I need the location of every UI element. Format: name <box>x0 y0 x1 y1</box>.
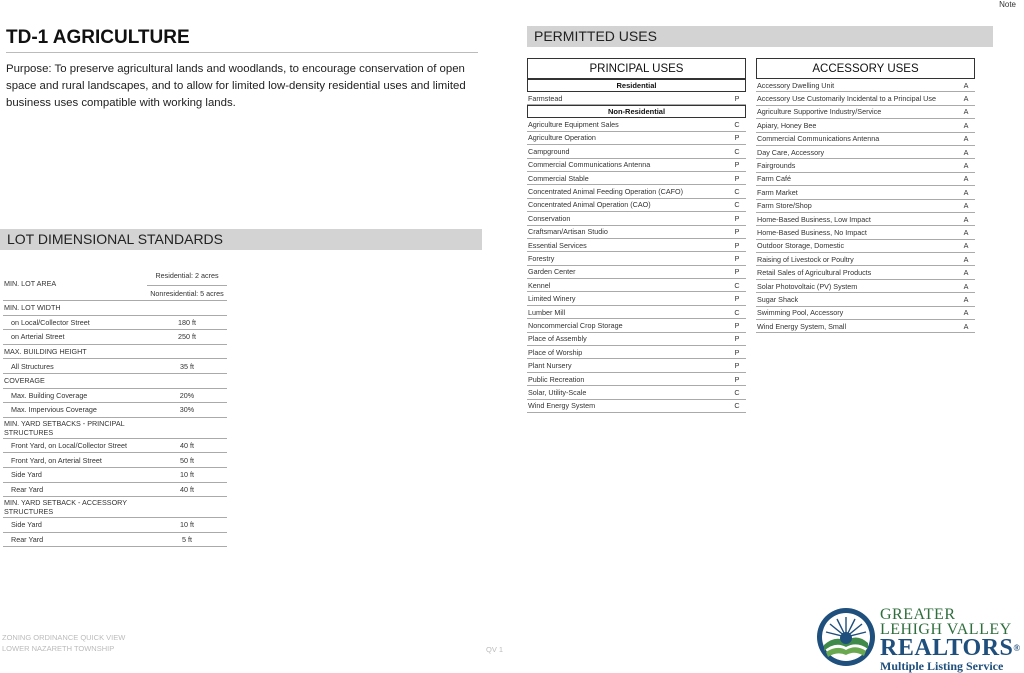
logo-line-4: Multiple Listing Service <box>880 659 1004 673</box>
lot-standard-row-label: All Structures <box>11 361 54 371</box>
principal-use-row <box>527 373 746 386</box>
accessory-use-row-value: A <box>963 134 969 144</box>
principal-use-row-value: C <box>734 120 740 130</box>
lot-standard-row <box>3 483 227 498</box>
lot-standard-row <box>3 439 227 454</box>
lot-standard-row-label: Max. Impervious Coverage <box>11 405 97 415</box>
purpose-text: Purpose: To preserve agricultural lands and woodlands, to encourage conservation of open space and rural landscapes, and to allow for limited low-density residential uses and limited business uses compatible with working lands. <box>6 63 466 109</box>
principal-use-row-label: Conservation <box>528 213 571 223</box>
principal-use-row-label: Plant Nursery <box>528 361 572 371</box>
principal-use-row-value: P <box>734 173 740 183</box>
principal-use-row-label: Campground <box>528 146 570 156</box>
lot-standard-row <box>3 403 227 418</box>
accessory-use-row-value: A <box>963 308 969 318</box>
principal-use-row-value: P <box>734 160 740 170</box>
accessory-use-row <box>756 266 975 279</box>
principal-use-row <box>527 118 746 131</box>
page-number: QV 1 <box>486 645 504 654</box>
accessory-use-row-value: A <box>963 187 969 197</box>
permitted-uses-heading: PERMITTED USES <box>527 26 993 47</box>
accessory-use-row <box>756 133 975 146</box>
principal-use-row <box>527 226 746 239</box>
lot-standard-row-value: 10 ft <box>180 520 194 530</box>
lot-area-residential: Residential: 2 acres <box>147 267 227 286</box>
principal-use-row-value: C <box>734 280 740 290</box>
principal-use-row-value: P <box>734 93 740 103</box>
principal-use-row-value: C <box>734 146 740 156</box>
principal-use-row-value: P <box>734 133 740 143</box>
accessory-use-row <box>756 280 975 293</box>
principal-use-row <box>527 145 746 158</box>
lot-standard-row <box>3 345 227 360</box>
principal-use-row-value: C <box>734 387 740 397</box>
lot-standard-row-value: 30% <box>179 405 195 415</box>
logo-line-1: GREATER <box>880 606 956 623</box>
lot-standard-row-value: 250 ft <box>178 332 196 342</box>
accessory-use-row-label: Wind Energy System, Small <box>757 321 847 331</box>
lot-standard-row-label: Rear Yard <box>11 535 44 545</box>
footer-line-2: LOWER NAZARETH TOWNSHIP <box>2 644 115 653</box>
accessory-use-row-value: A <box>963 321 969 331</box>
accessory-use-row <box>756 253 975 266</box>
accessory-use-row-value: A <box>963 80 969 90</box>
lot-standard-row <box>3 468 227 483</box>
principal-use-row-label: Solar, Utility-Scale <box>528 387 587 397</box>
lot-standard-row-label: MIN. YARD SETBACKS - PRINCIPAL STRUCTURES <box>4 418 125 437</box>
accessory-use-row-value: A <box>963 268 969 278</box>
principal-use-row-value: P <box>734 347 740 357</box>
principal-use-row-label: Agriculture Equipment Sales <box>528 120 619 130</box>
principal-use-row <box>527 319 746 332</box>
accessory-use-row-value: A <box>963 147 969 157</box>
principal-use-row <box>527 185 746 198</box>
principal-use-row-value: P <box>734 253 740 263</box>
accessory-use-row-value: A <box>963 254 969 264</box>
principal-use-row-label: Lumber Mill <box>528 307 566 317</box>
lot-standard-row-value: 180 ft <box>178 317 196 327</box>
principal-use-row <box>527 212 746 225</box>
accessory-use-row-label: Home-Based Business, No Impact <box>757 227 867 237</box>
lot-standard-row <box>3 418 227 439</box>
lot-standard-row <box>3 389 227 404</box>
accessory-use-row-label: Agriculture Supportive Industry/Service <box>757 107 882 117</box>
page-title: TD-1 AGRICULTURE <box>6 27 478 53</box>
lot-standard-row-label: Side Yard <box>11 520 42 530</box>
principal-use-row-value: C <box>734 307 740 317</box>
principal-use-row-value: P <box>734 361 740 371</box>
principal-use-row <box>527 252 746 265</box>
accessory-use-row-value: A <box>963 120 969 130</box>
lot-standards-heading: LOT DIMENSIONAL STANDARDS <box>0 229 482 250</box>
lot-standard-row-value: 10 ft <box>180 470 194 480</box>
accessory-use-row-label: Apiary, Honey Bee <box>757 120 817 130</box>
principal-use-row <box>527 132 746 145</box>
principal-use-row-label: Place of Assembly <box>528 334 587 344</box>
accessory-use-row-value: A <box>963 241 969 251</box>
lot-standard-row <box>3 374 227 389</box>
accessory-use-row <box>756 293 975 306</box>
accessory-use-row <box>756 213 975 226</box>
accessory-uses-header: ACCESSORY USES <box>756 58 975 79</box>
accessory-use-row-label: Day Care, Accessory <box>757 147 825 157</box>
lot-standard-row-value: 40 ft <box>180 484 194 494</box>
accessory-use-row <box>756 146 975 159</box>
principal-use-row <box>527 386 746 399</box>
accessory-use-row <box>756 79 975 92</box>
principal-use-row <box>527 159 746 172</box>
logo-line-3: REALTORS <box>880 635 1014 661</box>
principal-use-row <box>527 199 746 212</box>
principal-use-row <box>527 359 746 372</box>
principal-use-row-value: P <box>734 267 740 277</box>
valley-emblem-icon <box>815 605 877 669</box>
accessory-use-row <box>756 307 975 320</box>
lot-standard-row-label: MIN. YARD SETBACK - ACCESSORY STRUCTURES <box>4 498 127 517</box>
principal-use-row-label: Craftsman/Artisan Studio <box>528 227 608 237</box>
lot-standard-row-label: Front Yard, on Arterial Street <box>11 455 102 465</box>
lot-standard-row-value: 35 ft <box>180 361 194 371</box>
lot-standard-row <box>3 518 227 533</box>
principal-use-row <box>527 346 746 359</box>
accessory-uses-table <box>756 58 975 333</box>
accessory-use-row-value: A <box>963 214 969 224</box>
lot-standard-row-label: Max. Building Coverage <box>11 390 88 400</box>
lot-standard-row-label: Front Yard, on Local/Collector Street <box>11 441 127 451</box>
nonresidential-subheader: Non-Residential <box>527 105 746 118</box>
accessory-use-row-label: Farm Store/Shop <box>757 201 812 211</box>
principal-use-row-label: Commercial Communications Antenna <box>528 160 651 170</box>
lot-area-label: MIN. LOT AREA <box>4 279 57 288</box>
principal-use-row-value: C <box>734 401 740 411</box>
principal-use-row-label: Noncommercial Crop Storage <box>528 320 623 330</box>
note-label: Note <box>999 0 1016 9</box>
lot-standard-row <box>3 316 227 331</box>
principal-use-row-value: P <box>734 334 740 344</box>
principal-uses-header: PRINCIPAL USES <box>527 58 746 79</box>
accessory-use-row <box>756 173 975 186</box>
lot-area-row <box>3 267 227 301</box>
accessory-use-row <box>756 200 975 213</box>
accessory-use-row-label: Retail Sales of Agricultural Products <box>757 268 872 278</box>
accessory-use-row-value: A <box>963 94 969 104</box>
accessory-use-row <box>756 240 975 253</box>
principal-use-row-value: P <box>734 294 740 304</box>
accessory-use-row-value: A <box>963 107 969 117</box>
principal-use-row-label: Place of Worship <box>528 347 583 357</box>
accessory-use-row-value: A <box>963 227 969 237</box>
accessory-use-row-label: Home-Based Business, Low Impact <box>757 214 871 224</box>
principal-use-row-label: Forestry <box>528 253 555 263</box>
principal-use-row-label: Public Recreation <box>528 374 585 384</box>
principal-use-row-value: P <box>734 227 740 237</box>
lot-standard-row <box>3 533 227 548</box>
lot-standard-row-label: COVERAGE <box>4 376 45 386</box>
principal-use-row-label: Essential Services <box>528 240 587 250</box>
accessory-use-row <box>756 92 975 105</box>
principal-use-row-value: P <box>734 374 740 384</box>
lot-standard-row-label: Rear Yard <box>11 484 44 494</box>
accessory-use-row-label: Accessory Dwelling Unit <box>757 80 835 90</box>
lot-standard-row-value: 5 ft <box>182 535 192 545</box>
lot-standard-row-value: 50 ft <box>180 455 194 465</box>
accessory-use-row-label: Farm Market <box>757 187 798 197</box>
accessory-use-row-label: Fairgrounds <box>757 161 796 171</box>
principal-use-row-label: Garden Center <box>528 267 576 277</box>
accessory-use-row-label: Solar Photovoltaic (PV) System <box>757 281 858 291</box>
lot-standard-row <box>3 359 227 374</box>
principal-use-row-value: C <box>734 187 740 197</box>
lot-standard-row <box>3 330 227 345</box>
accessory-use-row-label: Raising of Livestock or Poultry <box>757 254 854 264</box>
principal-use-row-label: Agriculture Operation <box>528 133 596 143</box>
principal-use-row-value: P <box>734 213 740 223</box>
lot-standard-row <box>3 453 227 468</box>
footer-left <box>2 632 125 654</box>
accessory-use-row <box>756 186 975 199</box>
accessory-use-row <box>756 106 975 119</box>
lot-standards-table <box>3 267 227 547</box>
accessory-use-row-label: Farm Café <box>757 174 791 184</box>
principal-use-row-label: Limited Winery <box>528 294 576 304</box>
principal-use-row-label: Wind Energy System <box>528 401 596 411</box>
principal-use-row <box>527 333 746 346</box>
accessory-use-row <box>756 226 975 239</box>
principal-use-row-label: Commercial Stable <box>528 173 589 183</box>
accessory-use-row-label: Swimming Pool, Accessory <box>757 308 844 318</box>
accessory-use-row <box>756 159 975 172</box>
accessory-use-row-value: A <box>963 201 969 211</box>
lot-standard-row-value: 40 ft <box>180 441 194 451</box>
principal-use-row-value: C <box>734 200 740 210</box>
principal-use-row <box>527 292 746 305</box>
accessory-use-row-value: A <box>963 174 969 184</box>
lot-standard-row-label: on Arterial Street <box>11 332 65 342</box>
principal-use-row <box>527 306 746 319</box>
realtors-logo <box>812 603 1024 672</box>
principal-use-row-label: Concentrated Animal Operation (CAO) <box>528 200 651 210</box>
principal-uses-table <box>527 58 746 413</box>
principal-use-row-label: Concentrated Animal Feeding Operation (CAFO) <box>528 187 684 197</box>
lot-standard-row-label: MAX. BUILDING HEIGHT <box>4 347 87 357</box>
accessory-use-row-value: A <box>963 161 969 171</box>
principal-use-row-label: Farmstead <box>528 93 563 103</box>
lot-standard-row <box>3 497 227 518</box>
lot-area-nonresidential: Nonresidential: 5 acres <box>150 289 224 298</box>
accessory-use-row-label: Accessory Use Customarily Incidental to a Principal Use <box>757 94 936 104</box>
logo-line-2: LEHIGH VALLEY <box>880 621 1012 638</box>
lot-standard-row-label: on Local/Collector Street <box>11 317 90 327</box>
accessory-use-row-label: Sugar Shack <box>757 294 799 304</box>
accessory-use-row-label: Commercial Communications Antenna <box>757 134 880 144</box>
accessory-use-row-value: A <box>963 281 969 291</box>
principal-use-row-label: Kennel <box>528 280 551 290</box>
lot-standard-row-value: 20% <box>179 390 195 400</box>
principal-use-row <box>527 400 746 413</box>
lot-standard-row <box>3 301 227 316</box>
principal-use-row <box>527 279 746 292</box>
principal-use-row <box>527 92 746 105</box>
principal-use-row <box>527 172 746 185</box>
lot-standard-row-label: MIN. LOT WIDTH <box>4 303 61 313</box>
principal-use-row <box>527 239 746 252</box>
accessory-use-row-value: A <box>963 294 969 304</box>
logo-registered-mark: ® <box>1013 643 1021 653</box>
residential-subheader: Residential <box>527 79 746 92</box>
principal-use-row <box>527 266 746 279</box>
footer-line-1: ZONING ORDINANCE QUICK VIEW <box>2 633 126 642</box>
accessory-use-row <box>756 320 975 333</box>
principal-use-row-value: P <box>734 240 740 250</box>
accessory-use-row <box>756 119 975 132</box>
lot-standard-row-label: Side Yard <box>11 470 42 480</box>
accessory-use-row-label: Outdoor Storage, Domestic <box>757 241 845 251</box>
principal-use-row-value: P <box>734 320 740 330</box>
